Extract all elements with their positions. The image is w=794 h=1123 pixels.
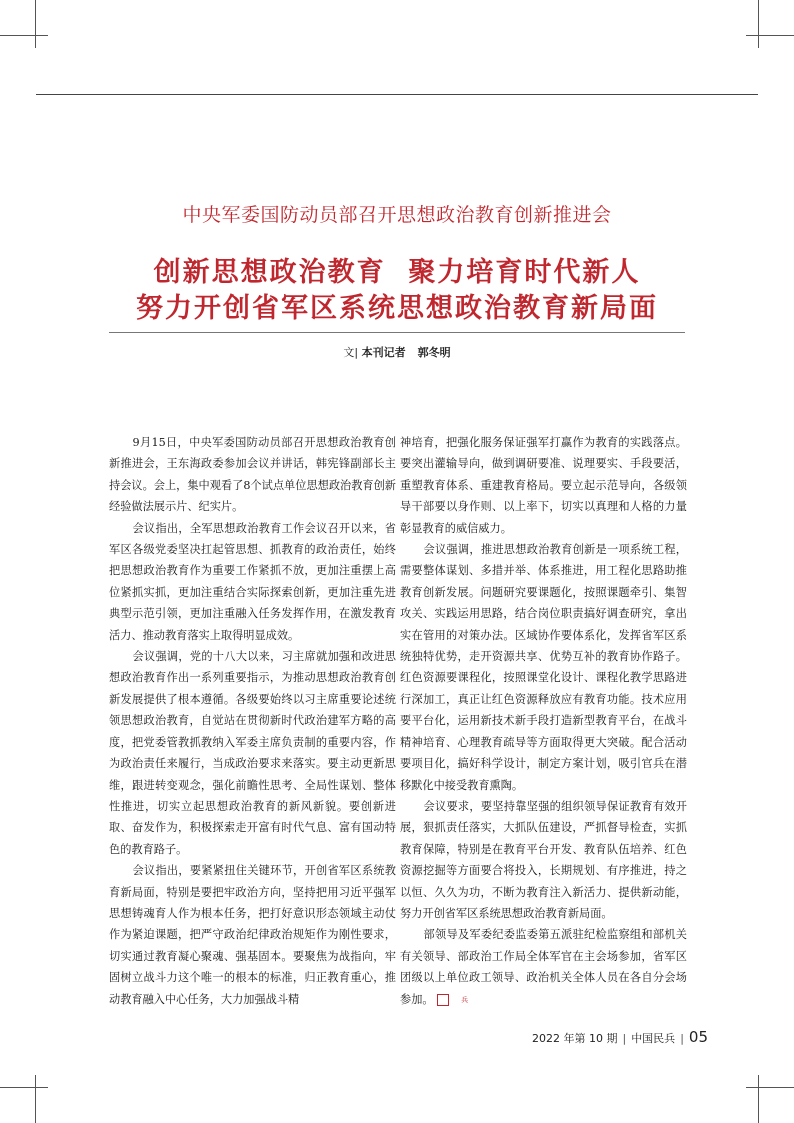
crop-mark-tr-h — [746, 35, 794, 36]
paragraph: 会议强调，党的十八大以来，习主席就加强和改进思想政治教育作出一系列重要指示，为推动思想政治教育创新发展提供了根本遵循。各级要始终以习主席重要论述统领思想政治教育，自觉站在贯彻新时代政治建军方略的高度，把党委管教抓教纳入军委主席负责制的重要内容，作为政治责任来履行，当成政治要求来落实。要主动更新思维，跟进转变观念，强化前瞻性思考、全局性谋划、整体性推进，切实立起思想政治教育的新风新貌。要创新进取、奋发作为，积极探索走开富有时代气息、富有国动特色的教育路子。 — [109, 650, 396, 856]
end-mark-icon: 兵 — [437, 994, 449, 1006]
crop-mark-bl-v — [35, 1075, 36, 1123]
headline-line-1: 创新思想政治教育 聚力培育时代新人 — [153, 257, 641, 288]
crop-mark-br-h — [746, 1087, 794, 1088]
headline-rule — [109, 332, 685, 333]
crop-mark-bl-h — [0, 1087, 48, 1088]
footer-divider: | — [680, 1032, 684, 1045]
footer-divider: | — [622, 1032, 627, 1045]
crop-mark-tr-v — [758, 0, 759, 48]
byline-role: 本刊记者 — [361, 346, 406, 359]
paragraph: 会议要求，要坚持靠坚强的组织领导保证教育有效开展，狠抓责任落实，大抓队伍建设，严抓督导检查，实抓教育保障，特别是在教育平台开发、教育队伍培养、红色资源挖掘等方面要合将投入，长期规划、有序推进，持之以恒、久久为功，不断为教育注入新活力、提供新动能，努力开创省军区系统思想政治教育新局面。 — [400, 799, 687, 920]
paragraph — [400, 924, 687, 1010]
body-column-right — [400, 432, 687, 1010]
footer-issue: 2022 年第 10 期 — [531, 1032, 618, 1045]
paragraph-continued: 神培育，把强化服务保证强军打赢作为教育的实践落点。要突出灌输导向，做到调研要准、说理要实、手段要活，重塑教育体系、重建教育格局。要立起示范导向，各级领导干部要以身作则、以上率下，切实以真理和人格的力量彰显教育的威信威力。 — [400, 436, 687, 535]
body-column-left — [109, 432, 396, 1010]
byline — [0, 344, 794, 360]
crop-mark-tl-v — [35, 0, 36, 48]
page-number: 05 — [688, 1028, 708, 1046]
crop-mark-tl-h — [0, 35, 48, 36]
paragraph-text: 部领导及军委纪委监委第五派驻纪检监察组和部机关有关领导、部政治工作局全体军官在主会场参加，省军区团级以上单位政工领导、政治机关全体人员在各自分会场参加。 — [400, 928, 687, 1006]
footer-magazine: 中国民兵 — [631, 1032, 676, 1045]
paragraph: 会议强调，推进思想政治教育创新是一项系统工程，需要整体谋划、多措并举、体系推进，用工程化思路助推教育创新发展。问题研究要课题化，按照课题牵引、集智攻关、实践运用思路，结合岗位职责搞好调查研究，拿出实在管用的对策办法。区域协作要体系化，发挥省军区系统独特优势，走开资源共享、优势互补的教育协作路子。红色资源要课程化，按照课堂化设计、课程化教学思路进行深加工，真正让红色资源释放应有教育功能。技术应用要平台化，运用新技术新手段打造新型教育平台，在战斗精神培育、心理教育疏导等方面取得更大突破。配合活动要项目化，搞好科学设计，制定方案计划，吸引官兵在潜移默化中接受教育熏陶。 — [400, 543, 687, 792]
page-footer — [532, 1028, 708, 1046]
byline-author: 郭冬明 — [417, 346, 451, 359]
top-rule — [36, 94, 758, 95]
headline-line-2: 努力开创省军区系统思想政治教育新局面 — [136, 293, 658, 324]
byline-divider: | — [354, 346, 362, 359]
paragraph: 会议指出，要紧紧扭住关键环节，开创省军区系统教育新局面，特别是要把牢政治方向，坚持把用习近平强军思想铸魂育人作为根本任务，把打好意识形态领域主动仗作为紧迫课题，把严守政治纪律政治规矩作为刚性要求，切实通过教育凝心聚魂、强基固本。要聚焦为战指向，牢固树立战斗力这个唯一的根本的标准，归正教育重心，推动教育融入中心任务，大力加强战斗精 — [109, 864, 396, 1006]
paragraph: 9月15日，中央军委国防动员部召开思想政治教育创新推进会，王东海政委参加会议并讲话，韩宪锋副部长主持会议。会上，集中观看了8个试点单位思想政治教育创新经验做法展示片、纪实片。 — [109, 436, 396, 514]
paragraph: 会议指出，全军思想政治教育工作会议召开以来，省军区各级党委坚决扛起管思想、抓教育的政治责任，始终把思想政治教育作为重要工作紧抓不放，更加注重摆上高位紧抓实抓，更加注重结合实际探索创新，更加注重先进典型示范引领，更加注重融入任务发挥作用，在激发教育活力、推动教育落实上取得明显成效。 — [109, 521, 396, 642]
article-kicker: 中央军委国防动员部召开思想政治教育创新推进会 — [182, 204, 612, 226]
crop-mark-br-v — [758, 1075, 759, 1123]
byline-prefix: 文 — [343, 346, 355, 359]
